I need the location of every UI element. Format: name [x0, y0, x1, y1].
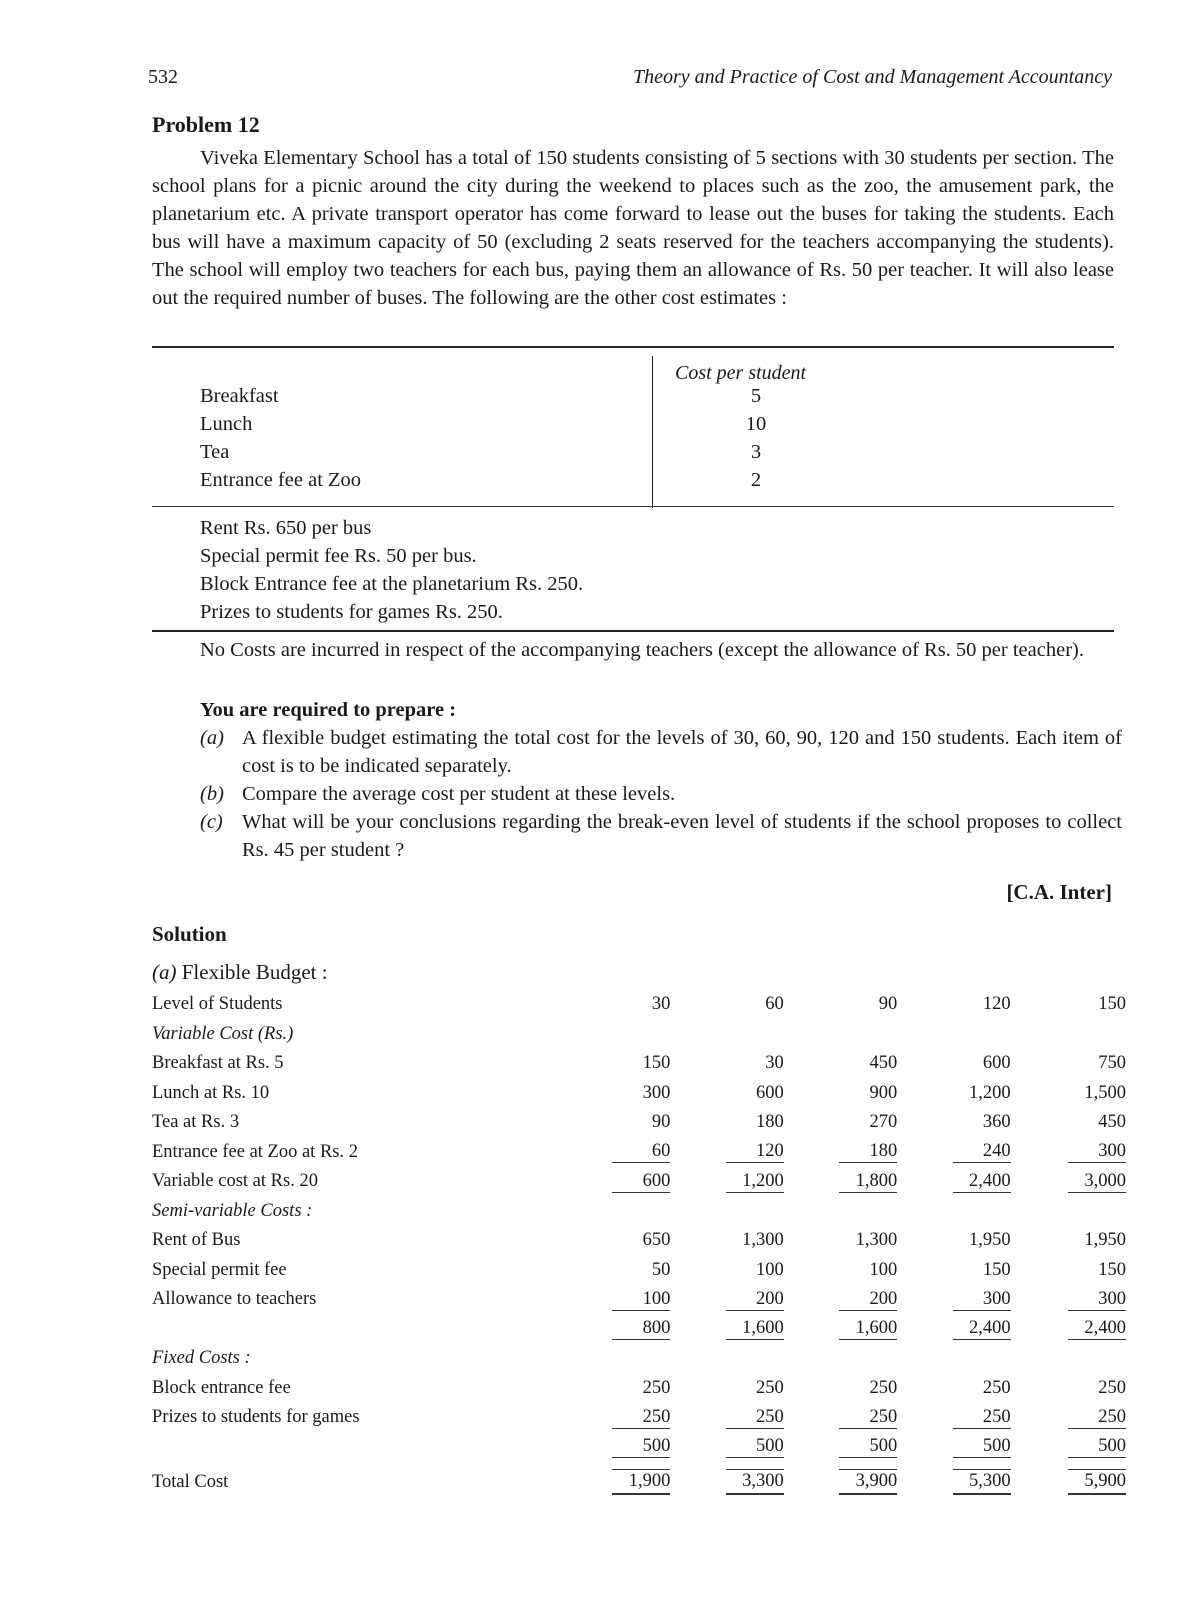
fixed-item: Block Entrance fee at the planetarium Rs. 250. [200, 573, 584, 595]
cell: 180 [756, 1112, 784, 1133]
cell: 250 [756, 1377, 784, 1398]
solution-heading: Solution [152, 922, 227, 946]
cell: 150 [642, 1053, 671, 1074]
row-label: Special permit fee [152, 1259, 287, 1280]
cell: 900 [869, 1082, 898, 1103]
cell: 250 [869, 1377, 898, 1398]
problem-text-block [152, 144, 1114, 312]
requirement-text: A flexible budget estimating the total cost for the levels of 30, 60, 90, 120 and 150 students. Each item of cost is to be indicated separately. [242, 727, 1122, 777]
table-row [152, 1167, 1132, 1197]
fixed-item: Prizes to students for games Rs. 250. [200, 601, 503, 623]
table-row [152, 990, 1132, 1020]
subtotal-cell: 1,200 [726, 1171, 784, 1193]
cell: 600 [756, 1082, 784, 1103]
requirement-text: What will be your conclusions regarding the break-even level of students if the school proposes to collect Rs. 45 per student ? [242, 811, 1122, 861]
total-cell: 3,900 [839, 1469, 897, 1495]
cell: 360 [982, 1112, 1011, 1133]
cell: 120 [726, 1141, 784, 1163]
cell: 240 [953, 1141, 1011, 1163]
cell: 150 [982, 1259, 1011, 1280]
cell: 150 [1098, 1259, 1126, 1280]
table-mid-rule [152, 506, 1114, 507]
requirement-label: (b) [200, 783, 224, 805]
subtotal-cell: 1,600 [726, 1318, 784, 1340]
cost-row-value: 5 [750, 385, 762, 407]
cell: 60 [612, 1141, 670, 1163]
table-row [152, 1344, 1132, 1374]
row-label: Allowance to teachers [152, 1289, 317, 1310]
cell: 1,300 [855, 1230, 898, 1251]
cell: 250 [839, 1407, 897, 1429]
table-row [152, 1079, 1132, 1109]
cell: 250 [1068, 1407, 1126, 1429]
part-title: Flexible Budget : [181, 960, 328, 984]
cell: 250 [953, 1407, 1011, 1429]
table-row [152, 1226, 1132, 1256]
cell: 250 [642, 1377, 671, 1398]
cell: 250 [1098, 1377, 1126, 1398]
semi-variable-heading: Semi-variable Costs : [152, 1200, 313, 1221]
table-top-rule [152, 346, 1114, 348]
row-label: Breakfast at Rs. 5 [152, 1053, 284, 1074]
cell: 1,950 [1084, 1230, 1126, 1251]
cost-per-student-header: Cost per student [675, 362, 807, 384]
total-cell: 1,900 [612, 1469, 670, 1495]
cell: 450 [1098, 1112, 1126, 1133]
subtotal-cell: 500 [726, 1436, 784, 1458]
cell: 300 [642, 1082, 671, 1103]
cost-row-label: Tea [200, 441, 230, 463]
cell: 180 [839, 1141, 897, 1163]
page-number: 532 [148, 66, 178, 88]
cost-row-value: 2 [750, 469, 762, 491]
table-row [152, 1462, 1132, 1502]
table-row [152, 1108, 1132, 1138]
table-row [152, 1138, 1132, 1168]
subtotal-cell: 1,600 [839, 1318, 897, 1340]
row-label: Prizes to students for games [152, 1407, 360, 1428]
table-row [152, 1433, 1132, 1463]
fixed-item: Rent Rs. 650 per bus [200, 517, 372, 539]
cell: 250 [612, 1407, 670, 1429]
requirements-heading: You are required to prepare : [200, 699, 457, 721]
subtotal-cell: 600 [612, 1171, 670, 1193]
subtotal-cell: 2,400 [1068, 1318, 1126, 1340]
cost-row-value: 10 [745, 413, 767, 435]
table-row [152, 1374, 1132, 1404]
cell: 90 [651, 1112, 671, 1133]
cell: 650 [642, 1230, 671, 1251]
level-cell: 60 [765, 994, 784, 1015]
table-row [152, 1315, 1132, 1345]
note-block [152, 636, 1114, 664]
level-cell: 120 [982, 994, 1011, 1015]
subtotal-cell: 2,400 [953, 1171, 1011, 1193]
total-cell: 5,300 [953, 1469, 1011, 1495]
level-cell: 150 [1098, 994, 1126, 1015]
table-row [152, 1256, 1132, 1286]
cell: 300 [1068, 1141, 1126, 1163]
table-row [152, 1049, 1132, 1079]
requirement-item [200, 724, 1122, 780]
cell: 250 [982, 1377, 1011, 1398]
fixed-item: Special permit fee Rs. 50 per bus. [200, 545, 477, 567]
cell: 100 [869, 1259, 898, 1280]
requirement-text: Compare the average cost per student at these levels. [242, 783, 676, 805]
table-row [152, 1403, 1132, 1433]
flexible-budget-title [152, 960, 328, 985]
cost-row-label: Lunch [200, 413, 253, 435]
cell: 300 [953, 1289, 1011, 1311]
problem-title: Problem 12 [152, 112, 260, 137]
subtotal-cell: 500 [612, 1436, 670, 1458]
requirement-label: (a) [200, 727, 224, 749]
row-label: Lunch at Rs. 10 [152, 1082, 270, 1103]
requirement-label: (c) [200, 811, 223, 833]
part-label: (a) [152, 960, 177, 984]
row-label: Block entrance fee [152, 1377, 291, 1398]
variable-heading: Variable Cost (Rs.) [152, 1023, 294, 1044]
row-label: Total Cost [152, 1471, 229, 1492]
cost-row-value: 3 [750, 441, 762, 463]
row-label: Entrance fee at Zoo at Rs. 2 [152, 1141, 358, 1162]
table-row [152, 1020, 1132, 1050]
table-row [152, 1197, 1132, 1227]
note-text: No Costs are incurred in respect of the accompanying teachers (except the allowance of Rs. 50 per teacher). [200, 639, 1084, 661]
cell: 270 [869, 1112, 898, 1133]
subtotal-cell: 800 [612, 1318, 670, 1340]
cell: 1,500 [1084, 1082, 1126, 1103]
subtotal-cell: 2,400 [953, 1318, 1011, 1340]
total-cell: 5,900 [1068, 1469, 1126, 1495]
flexible-budget-table [152, 990, 1132, 1502]
level-cell: 90 [878, 994, 898, 1015]
cell: 100 [756, 1259, 784, 1280]
table-bottom-rule [152, 630, 1114, 632]
requirement-item [200, 808, 1122, 864]
cell: 50 [651, 1259, 671, 1280]
problem-text: Viveka Elementary School has a total of 150 students consisting of 5 sections with 30 students per section. The school plans for a picnic around the city during the weekend to places such as the zoo, the amusement park, the planetarium etc. A private transport operator has come forward to lease out the buses for taking the students. Each bus will have a maximum capacity of 50 (excluding 2 seats reserved for the teachers accompanying the students). The school will employ two teachers for each bus, paying them an allowance of Rs. 50 per teacher. It will also lease out the required number of buses. The following are the other cost estimates : [152, 147, 1114, 309]
total-cell: 3,300 [726, 1469, 784, 1495]
running-header: Theory and Practice of Cost and Management Accountancy [633, 66, 1112, 88]
row-label: Tea at Rs. 3 [152, 1112, 240, 1133]
cell: 100 [612, 1289, 670, 1311]
row-label: Rent of Bus [152, 1230, 241, 1251]
cell: 1,300 [742, 1230, 784, 1251]
subtotal-cell: 3,000 [1068, 1171, 1126, 1193]
requirement-item [200, 780, 1122, 808]
level-cell: 30 [651, 994, 671, 1015]
requirements [200, 696, 1122, 864]
table-divider [652, 356, 653, 508]
citation: [C.A. Inter] [1006, 880, 1112, 904]
cost-row-label: Entrance fee at Zoo [200, 469, 362, 491]
cost-row-label: Breakfast [200, 385, 279, 407]
subtotal-cell: 1,800 [839, 1171, 897, 1193]
cell: 200 [839, 1289, 897, 1311]
cell: 250 [726, 1407, 784, 1429]
cell: 450 [869, 1053, 898, 1074]
subtotal-cell: 500 [839, 1436, 897, 1458]
cell: 200 [726, 1289, 784, 1311]
cell: 1,200 [969, 1082, 1011, 1103]
cell: 300 [1068, 1289, 1126, 1311]
row-label: Variable cost at Rs. 20 [152, 1171, 318, 1192]
subtotal-cell: 500 [953, 1436, 1011, 1458]
cell: 600 [982, 1053, 1011, 1074]
table-row [152, 1285, 1132, 1315]
cell: 750 [1098, 1053, 1126, 1074]
cell: 30 [765, 1053, 784, 1074]
cell: 1,950 [969, 1230, 1011, 1251]
fixed-heading: Fixed Costs : [152, 1348, 251, 1369]
subtotal-cell: 500 [1068, 1436, 1126, 1458]
levels-label: Level of Students [152, 994, 283, 1015]
